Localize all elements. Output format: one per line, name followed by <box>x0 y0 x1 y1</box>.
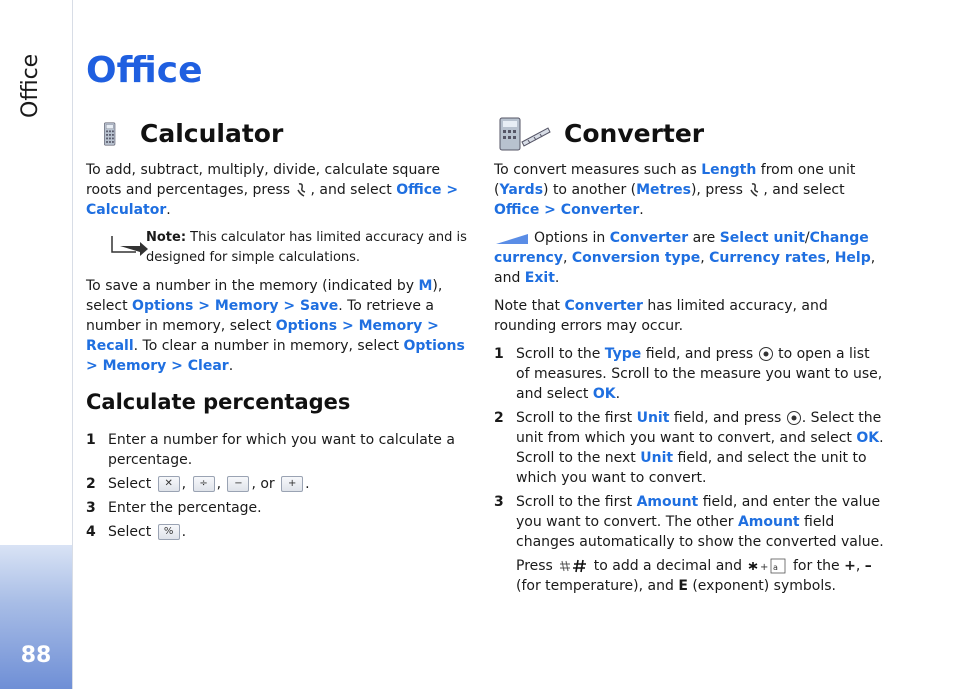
percent-icon[interactable]: % <box>158 524 180 540</box>
step-text-part: Scroll to the first <box>516 494 637 510</box>
converter-heading-row <box>494 114 886 154</box>
list-item <box>86 474 472 494</box>
calculator-column <box>86 114 472 546</box>
page-number: 88 <box>20 643 52 668</box>
currency-rates-link[interactable]: Currency rates <box>709 250 826 266</box>
step-text <box>516 492 886 552</box>
memory-text: . To retrieve a number in memory, select <box>86 298 435 334</box>
options-link[interactable]: Options <box>403 338 465 354</box>
step-text-part: . Scroll to the next <box>516 430 884 466</box>
type-field-link[interactable]: Type <box>604 346 642 362</box>
converter-icon <box>494 114 552 154</box>
step-text-part: Scroll to the first <box>516 410 637 426</box>
note-text: Note that <box>494 298 565 314</box>
memory-indicator: M <box>418 278 433 294</box>
menu-key-icon <box>294 182 310 198</box>
period: . <box>166 202 171 218</box>
plus-symbol: + <box>844 558 856 574</box>
step-number: 3 <box>86 500 96 516</box>
recall-link[interactable]: Recall <box>86 338 134 354</box>
save-link[interactable]: Save <box>300 298 339 314</box>
memory-paragraph <box>86 276 472 376</box>
calculator-intro <box>86 160 472 220</box>
clear-link[interactable]: Clear <box>187 358 229 374</box>
calculator-link[interactable]: Calculator <box>86 202 167 218</box>
converter-steps <box>494 344 886 552</box>
conversion-type-link[interactable]: Conversion type <box>571 250 701 266</box>
separator: > <box>86 358 103 374</box>
hash-key-icon <box>557 558 589 574</box>
exponent-symbol: E <box>678 578 688 594</box>
step-text-part: field, and press <box>641 346 758 362</box>
tip-text: are <box>688 230 720 246</box>
period: . <box>639 202 644 218</box>
note-text <box>146 228 472 268</box>
percent-heading: Calculate percentages <box>86 390 351 414</box>
note-icon <box>110 230 150 258</box>
separator: > <box>441 182 459 198</box>
step-text-part: Scroll to the <box>516 346 605 362</box>
converter-link[interactable]: Converter <box>609 230 689 246</box>
intro-text: from one unit ( <box>494 162 856 198</box>
select-text: Select <box>108 524 152 540</box>
metres-link[interactable]: Metres <box>636 182 691 198</box>
converter-link[interactable]: Converter <box>564 298 643 314</box>
period: . <box>228 358 234 374</box>
list-item <box>86 522 472 542</box>
step-text-part: . Select the unit from which you want to convert, and select <box>516 410 882 446</box>
multiply-icon[interactable]: ✕ <box>158 476 180 492</box>
page-title: Office <box>86 50 203 91</box>
ok-link[interactable]: OK <box>856 430 880 446</box>
select-text: Select <box>108 476 152 492</box>
note-icon-wrap <box>86 228 146 268</box>
step-text-part: field changes automatically to show the converted value. <box>516 514 884 550</box>
and-text: , and <box>494 250 876 286</box>
list-item <box>86 430 472 470</box>
separator: > <box>539 202 561 218</box>
sidebar <box>0 0 73 689</box>
note-body: This calculator has limited accuracy and is designed for simple calculations. <box>146 230 467 265</box>
office-link[interactable]: Office <box>396 182 442 198</box>
converter-column <box>494 114 886 604</box>
amount-field-link[interactable]: Amount <box>737 514 800 530</box>
ok-link[interactable]: OK <box>592 386 616 402</box>
tip-icon <box>494 230 530 246</box>
press-text: Press <box>516 558 558 574</box>
step-number: 1 <box>86 432 96 448</box>
divide-icon[interactable]: ÷ <box>193 476 215 492</box>
intro-text-2: , and select <box>310 182 397 198</box>
or-text: , or <box>251 476 275 492</box>
svg-text:a: a <box>772 563 778 572</box>
exit-link[interactable]: Exit <box>524 270 555 286</box>
plus-icon[interactable]: + <box>281 476 303 492</box>
comma: , <box>562 250 568 266</box>
note-box <box>86 228 472 268</box>
minus-icon[interactable]: − <box>227 476 249 492</box>
press-text: (for temperature), and <box>516 578 679 594</box>
converter-link[interactable]: Converter <box>560 202 640 218</box>
step-text <box>108 522 472 542</box>
separator: > <box>337 318 359 334</box>
separator: > <box>422 318 439 334</box>
comma: , <box>181 476 187 492</box>
options-link[interactable]: Options <box>275 318 338 334</box>
memory-text: To save a number in the memory (indicated by <box>86 278 419 294</box>
step-number: 3 <box>494 494 504 510</box>
step-text-part: field, and press <box>669 410 786 426</box>
step-number: 1 <box>494 346 504 362</box>
percent-steps <box>86 430 472 542</box>
step-text-part: field, and enter the value you want to convert. The other <box>516 494 881 530</box>
list-item <box>494 408 886 488</box>
joystick-icon <box>758 346 774 362</box>
step-number: 4 <box>86 524 96 540</box>
minus-symbol: – <box>864 558 872 574</box>
calculator-heading: Calculator <box>140 119 284 148</box>
comma: , <box>700 250 705 266</box>
intro-text: ), press <box>690 182 748 198</box>
period: . <box>305 476 310 492</box>
list-item <box>494 344 886 404</box>
step-number: 2 <box>494 410 504 426</box>
amount-field-link[interactable]: Amount <box>636 494 699 510</box>
joystick-icon <box>786 410 802 426</box>
press-text: for the <box>792 558 845 574</box>
section-label: Office <box>18 53 43 118</box>
step-text-part: to open a list of measures. Scroll to the measure you want to use, and select <box>516 346 883 402</box>
options-link[interactable]: Options <box>132 298 194 314</box>
menu-key-icon <box>747 182 763 198</box>
star-key-icon <box>747 557 789 575</box>
converter-note <box>494 296 886 336</box>
press-text: (exponent) symbols. <box>687 578 836 594</box>
calculator-heading-row <box>86 114 472 154</box>
memory-link[interactable]: Memory <box>102 358 167 374</box>
press-text: to add a decimal and <box>593 558 747 574</box>
converter-intro <box>494 160 886 220</box>
separator: > <box>166 358 188 374</box>
step-text <box>516 408 886 488</box>
comma: , <box>825 250 831 266</box>
separator: > <box>278 298 301 314</box>
intro-text: To add, subtract, multiply, divide, calculate square roots and percentages, press <box>86 162 440 198</box>
office-link[interactable]: Office <box>494 202 540 218</box>
list-item <box>494 492 886 552</box>
tip-text: Options in <box>534 230 610 246</box>
intro-text: , and select <box>763 182 845 198</box>
intro-text: ) to another ( <box>543 182 637 198</box>
step-number: 2 <box>86 476 96 492</box>
calculator-icon <box>102 114 128 154</box>
memory-link[interactable]: Memory <box>358 318 423 334</box>
yards-link[interactable]: Yards <box>499 182 544 198</box>
press-paragraph <box>494 556 886 596</box>
note-text: has limited accuracy, and rounding errors may occur. <box>494 298 828 334</box>
memory-text: . To clear a number in memory, select <box>133 338 404 354</box>
separator: > <box>193 298 215 314</box>
step-text: Enter a number for which you want to calculate a percentage. <box>108 432 455 468</box>
comma: , <box>855 558 861 574</box>
change-currency-link[interactable]: Change currency <box>494 230 869 266</box>
note-label: Note: <box>146 230 187 245</box>
list-item <box>86 498 472 518</box>
period: . <box>181 524 187 540</box>
converter-heading: Converter <box>564 119 705 148</box>
intro-text: To convert measures such as <box>494 162 702 178</box>
help-link[interactable]: Help <box>834 250 871 266</box>
memory-text: ), select <box>86 278 443 314</box>
step-text: Enter the percentage. <box>108 500 262 516</box>
options-tip <box>494 228 886 288</box>
length-link[interactable]: Length <box>701 162 757 178</box>
svg-text:+: + <box>759 562 768 573</box>
step-text <box>108 474 472 494</box>
comma: , <box>216 476 222 492</box>
step-text <box>516 344 886 404</box>
slash: / <box>804 230 810 246</box>
unit-field-link[interactable]: Unit <box>640 450 674 466</box>
period: . <box>554 270 560 286</box>
step-text-part: field, and select the unit to which you want to convert. <box>516 450 867 486</box>
select-unit-link[interactable]: Select unit <box>719 230 805 246</box>
step-text-part: . <box>615 386 621 402</box>
memory-link[interactable]: Memory <box>214 298 279 314</box>
unit-field-link[interactable]: Unit <box>636 410 670 426</box>
